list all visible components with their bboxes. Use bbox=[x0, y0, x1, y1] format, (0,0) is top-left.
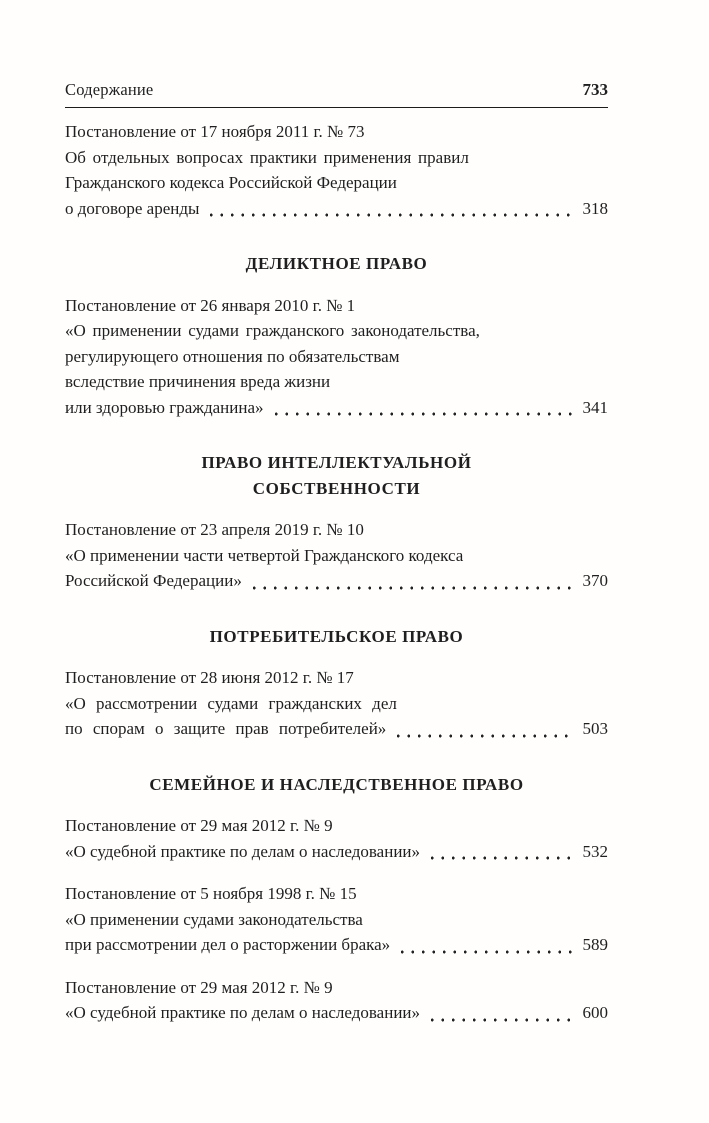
section-heading-line: СОБСТВЕННОСТИ bbox=[252, 478, 421, 498]
entry-last-line bbox=[65, 716, 608, 742]
entry-last-line bbox=[65, 395, 608, 421]
entry-line: регулирующего отношения по обязательствам bbox=[65, 346, 400, 366]
entry-line: Постановление от 23 апреля 2019 г. № 10 bbox=[65, 520, 364, 539]
entry-line: вследствие причинения вреда жизни bbox=[65, 372, 331, 391]
entry-text: при рассмотрении дел о расторжении брака» bbox=[65, 935, 391, 954]
section-heading-line: ПРАВО ИНТЕЛЛЕКТУАЛЬНОЙ bbox=[201, 453, 472, 472]
table-of-contents bbox=[65, 119, 608, 1026]
entry-page-number: 318 bbox=[582, 198, 608, 218]
entry-line: Постановление от 26 января 2010 г. № 1 bbox=[65, 295, 356, 315]
entry-text: «О судебной практике по делам о наследовании» bbox=[65, 841, 421, 861]
entry-line: Постановление от 29 мая 2012 г. № 9 bbox=[65, 977, 333, 997]
section-heading bbox=[65, 772, 608, 798]
section-heading-line: СЕМЕЙНОЕ И НАСЛЕДСТВЕННОЕ ПРАВО bbox=[149, 774, 524, 794]
section-heading bbox=[65, 624, 608, 650]
entry-line: «О применении судами законодательства bbox=[65, 909, 363, 929]
entry-page-number: 600 bbox=[582, 1003, 608, 1022]
entry-line: Постановление от 28 июня 2012 г. № 17 bbox=[65, 668, 354, 687]
entry-text: «О судебной практике по делам о наследовании» bbox=[65, 1003, 421, 1022]
folio-page-number: 733 bbox=[582, 80, 608, 99]
dot-leader bbox=[393, 733, 572, 739]
dot-leader bbox=[206, 212, 572, 218]
section-heading-line: ДЕЛИКТНОЕ ПРАВО bbox=[245, 254, 428, 273]
entry-last-line bbox=[65, 932, 608, 958]
entry-last-line bbox=[65, 568, 608, 594]
running-title: Содержание bbox=[65, 80, 154, 99]
entry-line: Об отдельных вопросах практики применения правил bbox=[65, 147, 469, 167]
toc-entry bbox=[65, 813, 608, 864]
entry-text: по спорам о защите прав потребителей» bbox=[65, 719, 387, 738]
entry-text: о договоре аренды bbox=[65, 198, 200, 218]
entry-page-number: 589 bbox=[582, 935, 608, 954]
entry-line: Гражданского кодекса Российской Федерации bbox=[65, 173, 397, 192]
entry-page-number: 532 bbox=[582, 841, 608, 861]
toc-entry bbox=[65, 881, 608, 958]
running-head bbox=[65, 80, 608, 108]
entry-text: Российской Федерации» bbox=[65, 571, 242, 590]
entry-line: Постановление от 29 мая 2012 г. № 9 bbox=[65, 816, 333, 835]
entry-line: «О применении части четвертой Гражданского кодекса bbox=[65, 545, 464, 565]
toc-entry bbox=[65, 975, 608, 1026]
section-heading bbox=[65, 450, 608, 501]
entry-page-number: 503 bbox=[582, 719, 608, 738]
entry-page-number: 341 bbox=[582, 397, 608, 417]
entry-line: «О рассмотрении судами гражданских дел bbox=[65, 693, 397, 713]
dot-leader bbox=[249, 585, 572, 591]
entry-line: Постановление от 5 ноября 1998 г. № 15 bbox=[65, 884, 357, 903]
entry-page-number: 370 bbox=[582, 571, 608, 590]
section-heading-line: ПОТРЕБИТЕЛЬСКОЕ ПРАВО bbox=[209, 626, 464, 646]
entry-last-line bbox=[65, 196, 608, 222]
entry-line: «О применении судами гражданского законодательства, bbox=[65, 321, 480, 340]
dot-leader bbox=[271, 411, 572, 417]
dot-leader bbox=[427, 855, 572, 861]
entry-last-line bbox=[65, 839, 608, 865]
toc-entry bbox=[65, 517, 608, 594]
toc-entry bbox=[65, 665, 608, 742]
dot-leader bbox=[397, 949, 572, 955]
dot-leader bbox=[427, 1017, 572, 1023]
toc-entry bbox=[65, 293, 608, 421]
toc-entry bbox=[65, 119, 608, 221]
entry-line: Постановление от 17 ноября 2011 г. № 73 bbox=[65, 122, 365, 141]
entry-last-line bbox=[65, 1000, 608, 1026]
section-heading bbox=[65, 251, 608, 277]
entry-text: или здоровью гражданина» bbox=[65, 397, 264, 417]
